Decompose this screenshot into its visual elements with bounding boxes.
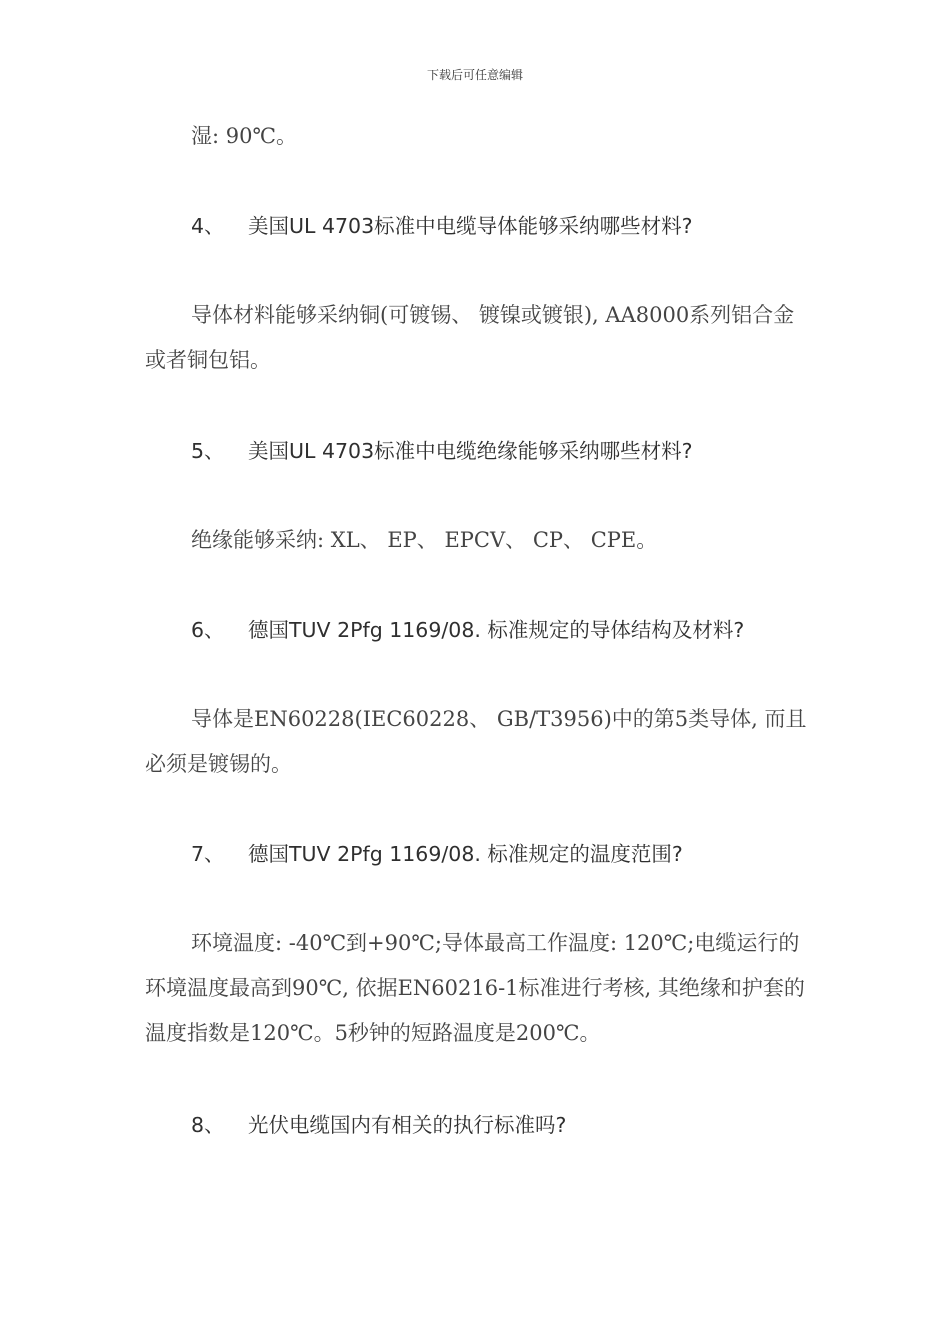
question-number: 7、 — [191, 842, 225, 866]
question-8 — [145, 1103, 810, 1148]
question-number: 6、 — [191, 618, 225, 642]
answer-6: 导体是EN60228(IEC60228、 GB/T3956)中的第5类导体, 而且必须是镀锡的。 — [145, 707, 807, 776]
question-text: 美国UL 4703标准中电缆绝缘能够采纳哪些材料? — [248, 439, 693, 463]
question-text: 光伏电缆国内有相关的执行标准吗? — [248, 1113, 567, 1137]
question-number: 5、 — [191, 439, 225, 463]
question-4 — [145, 204, 810, 249]
question-text: 美国UL 4703标准中电缆导体能够采纳哪些材料? — [248, 214, 693, 238]
question-text: 德国TUV 2Pfg 1169/08. 标准规定的温度范围? — [248, 842, 683, 866]
page-header-note: 下载后可任意编辑 — [426, 68, 523, 82]
question-number: 8、 — [191, 1113, 225, 1137]
answer-4: 导体材料能够采纳铜(可镀锡、 镀镍或镀银), AA8000系列铝合金或者铜包铝。 — [145, 303, 795, 372]
question-number: 4、 — [191, 214, 225, 238]
answer-7: 环境温度: -40℃到+90℃;导体最高工作温度: 120℃;电缆运行的环境温度最高到90℃, 依据EN60216-1标准进行考核, 其绝缘和护套的温度指数是120℃。5秒钟的短路温度是200℃。 — [145, 931, 805, 1045]
question-6 — [145, 608, 810, 653]
answer-5: 绝缘能够采纳: XL、 EP、 EPCV、 CP、 CPE。 — [191, 528, 658, 552]
paragraph-continuation: 湿: 90℃。 — [191, 124, 297, 148]
question-7 — [145, 832, 810, 877]
question-text: 德国TUV 2Pfg 1169/08. 标准规定的导体结构及材料? — [248, 618, 745, 642]
question-5 — [145, 429, 810, 474]
